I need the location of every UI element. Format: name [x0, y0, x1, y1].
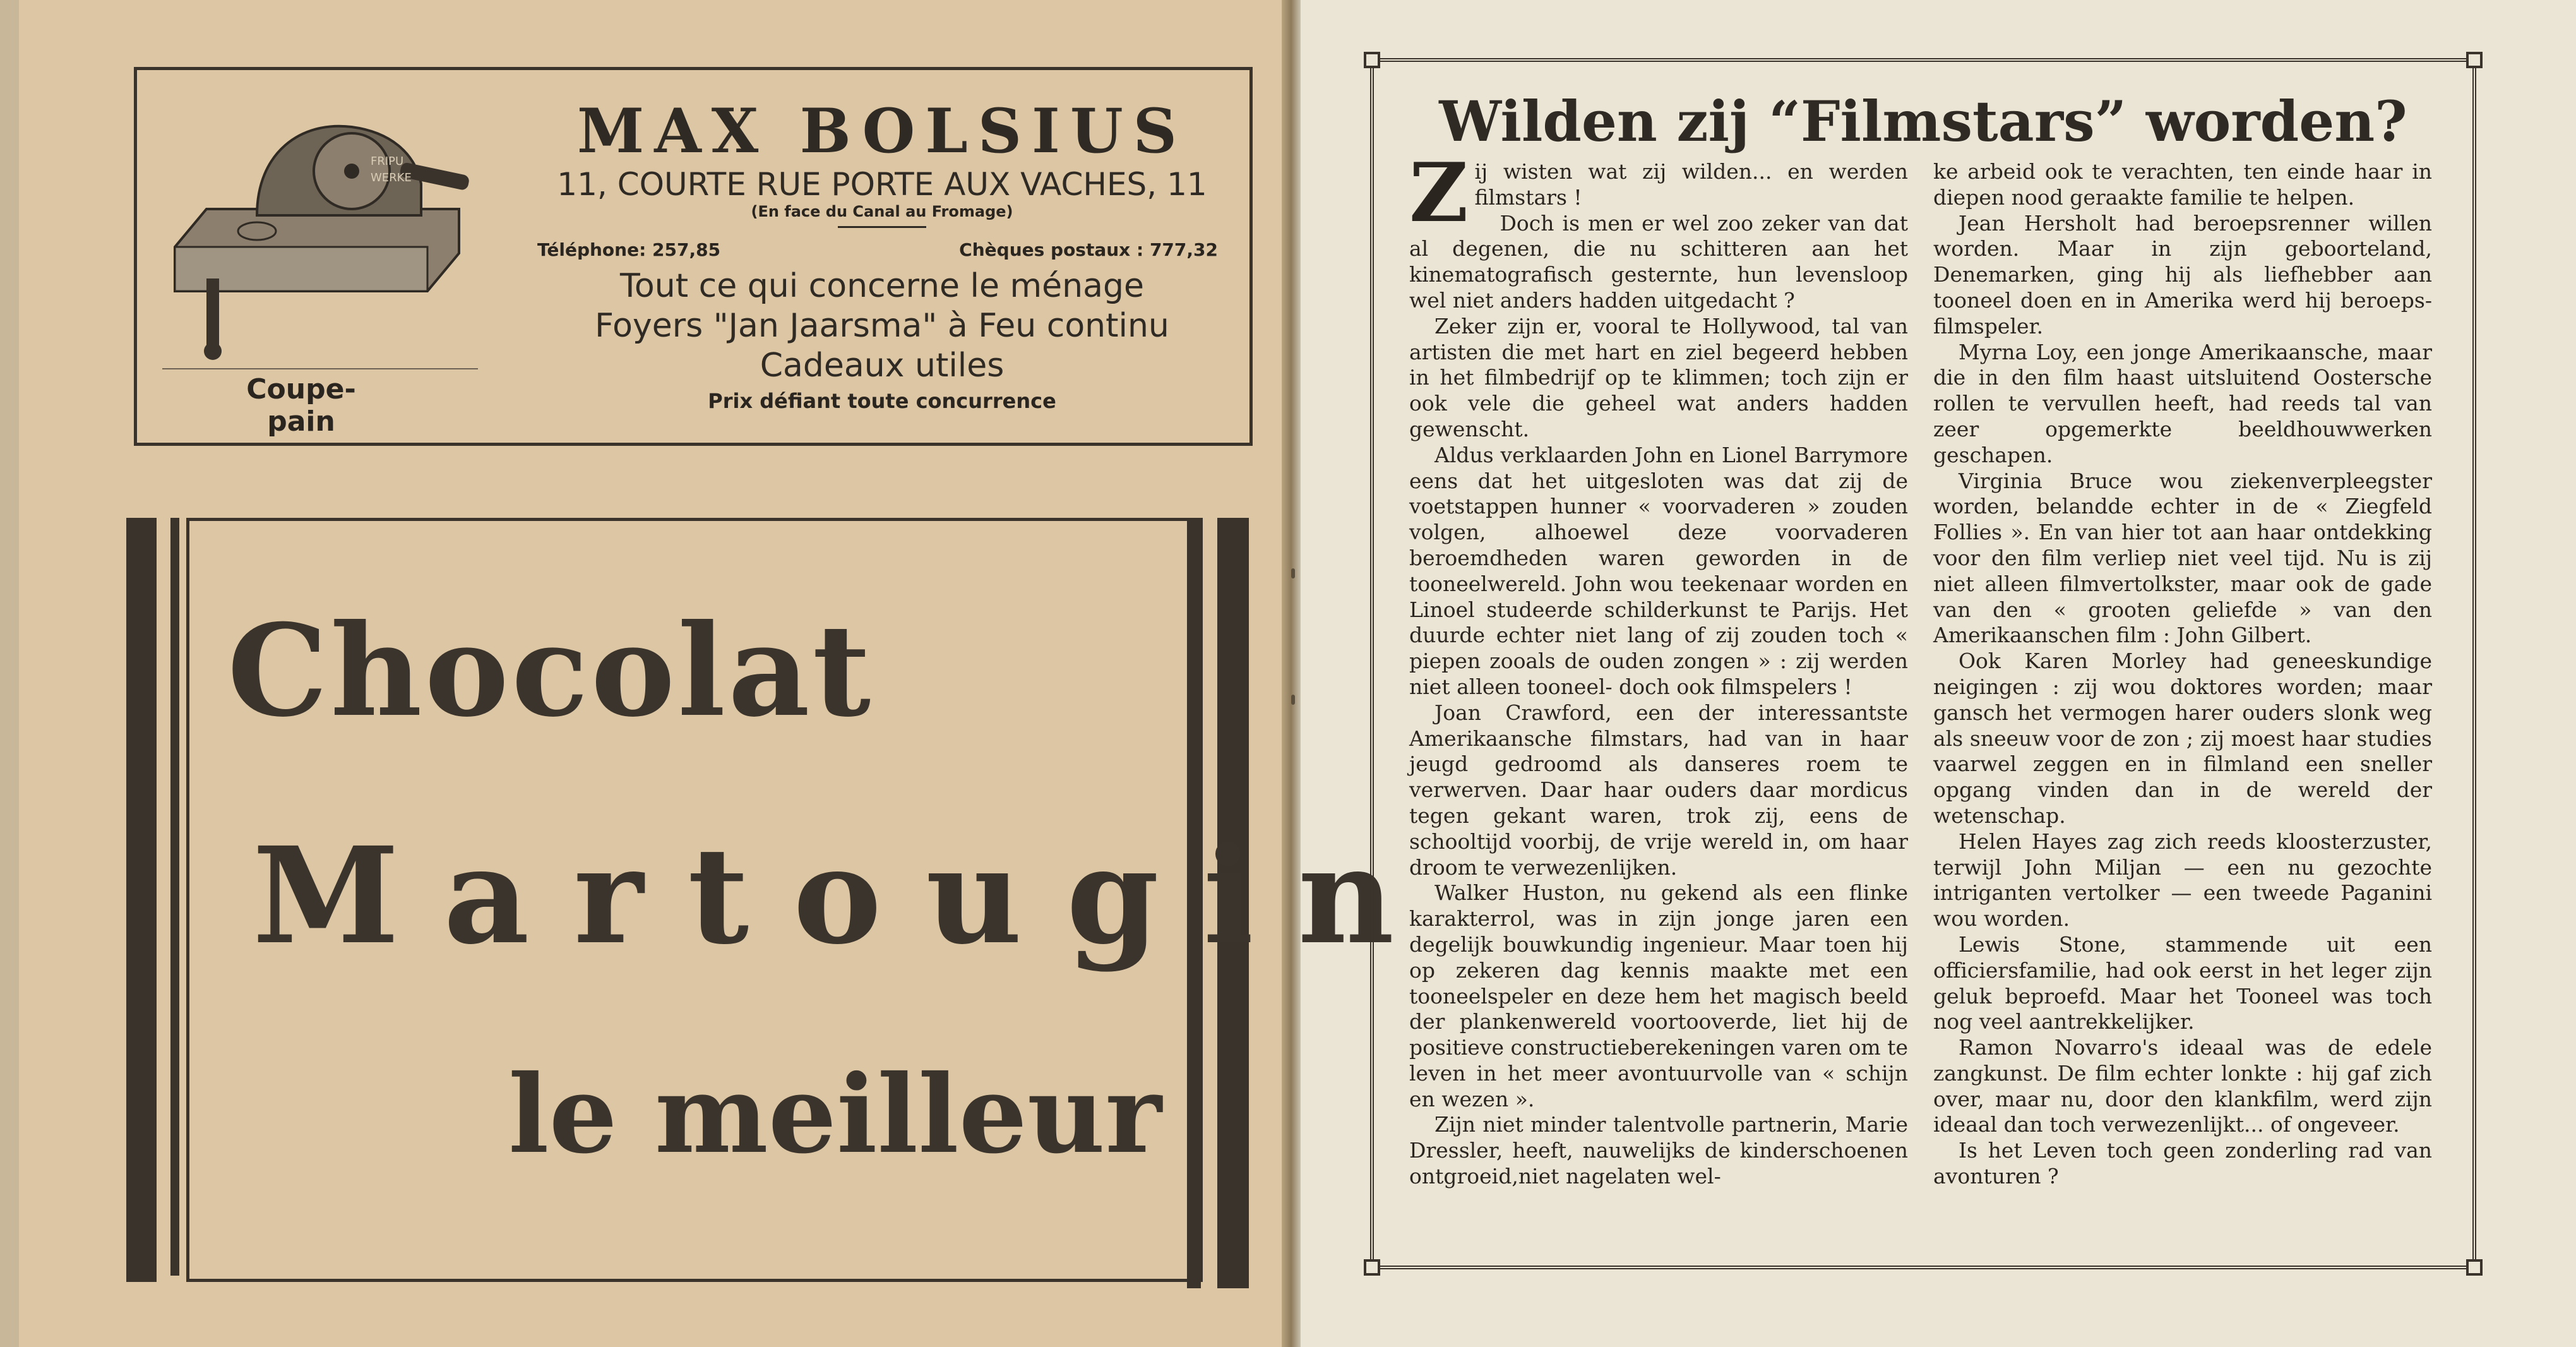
staple — [1291, 568, 1295, 578]
paragraph: Walker Huston, nu gekend als een flinke karakterrol, was in zijn jonge jaren een degelijk bouwkundig ingenieur. Maar toen hij op zekeren dag kennis maakte met een tooneelspeler en deze hem het magisch beeld der plankenwereld voortooverde, liet hij de positieve constructieberekeningen varen om te leven in het meer avontuurvolle van « schijn en wezen ». — [1409, 880, 1908, 1111]
paragraph: Myrna Loy, een jonge Amerikaansche, maar die in den film haast uitsluitend Oostersche rollen te vervullen heeft, had reeds tal van zeer opgemerkte beeldhouwwerken geschapen. — [1933, 339, 2432, 467]
postal-account: Chèques postaux : 777,32 — [959, 239, 1218, 260]
paragraph: Jean Hersholt had beroepsrenner willen worden. Maar in zijn geboorteland, Denemarken, ging hij als liefhebber aan tooneel doen en in Amerika werd hij beroeps-filmspeler. — [1933, 210, 2432, 338]
bolsius-advertisement — [134, 67, 1253, 446]
brand-name: MAX BOLSIUS — [577, 95, 1187, 167]
divider — [838, 226, 926, 228]
paragraph: Joan Crawford, een der interessantste Amerikaansche filmstars, had van in haar jeugd gedroomd als danseres roem te verwerven. Daar haar ouders daar mordicus tegen gekant waren, trok zij, eens de schooltijd voorbij, de vrije wereld in, om haar droom te verwezenlijken. — [1409, 700, 1908, 880]
chocolat-advertisement — [186, 518, 1439, 1282]
image-caption: Coupe-pain — [246, 373, 356, 438]
paragraph: Aldus verklaarden John en Lionel Barrymore eens dat het uitgesloten was dat zij de voetstappen hunner « voorvaderen » zouden volgen, alhoewel deze voorvaderen beroemdheden waren geworden in de tooneelwereld. John wou teekenaar worden en Linoel studeerde schilderkunst te Parijs. Het duurde echter niet lang of zij zouden toch « piepen zooals de ouden zongen » : zij werden niet alleen tooneel- doch ook filmspelers ! — [1409, 442, 1908, 699]
article-title: Wilden zij “Filmstars” worden? — [1439, 88, 2407, 154]
drop-cap: Z — [1409, 146, 1469, 241]
article-column-1 — [1409, 146, 1908, 1190]
article-column-2 — [1933, 159, 2432, 1190]
frame-corner — [1364, 1259, 1380, 1276]
chocolat-line-3: le meilleur — [508, 1051, 1162, 1178]
frame-corner — [2466, 52, 2483, 68]
paragraph: Doch is men er wel zoo zeker van dat al degenen, die nu schitteren aan het kinematografisch gesternte, hun levensloop wel niet anders hadden uitgedacht ? — [1409, 210, 1908, 313]
paragraph: Virginia Bruce wou ziekenverpleegster worden, belandde echter in de « Ziegfeld Follies ». En van hier tot aan haar ontdekking voor den film verliep niet veel tijd. Nu is zij niet alleen filmvertolkster, maar ook de gade van den « grooten geliefde » van den Amerikaanschen film : John Gilbert. — [1933, 468, 2432, 648]
paragraph: Zijn niet minder talentvolle partnerin, Marie Dressler, heeft, nauwelijks de kinderschoenen ontgroeid,niet nagelaten wel- — [1409, 1112, 1908, 1189]
book-gutter — [1282, 0, 1301, 1347]
ad-line-3: Cadeaux utiles — [760, 347, 1005, 385]
slicer-label-2: WERKE — [371, 171, 412, 184]
ad-line-2: Foyers "Jan Jaarsma" à Feu continu — [595, 307, 1169, 345]
tagline: Prix défiant toute concurrence — [708, 389, 1056, 413]
paragraph: Zeker zijn er, vooral te Hollywood, tal van artisten die met hart en ziel begeerd hebben in het filmbedrijf op te klimmen; toch zijn er ook vele die geheel wat anders hadden gewenscht. — [1409, 313, 1908, 441]
paragraph: Ramon Novarro's ideaal was de edele zangkunst. De film echter lonkte : hij gaf zich over, maar nu, door den klankfilm, werd zijn ideaal dan toch verwezenlijkt... of ongeveer. — [1933, 1035, 2432, 1137]
paragraph: Ook Karen Morley had geneeskundige neigingen : zij wou doktores worden; maar gansch het vermogen harer ouders slonk weg als sneeuw voor de zon ; zij moest haar studies vaarwel zeggen en in filmland een sneller opgang vinden dan in de wereld der wetenschap. — [1933, 649, 2432, 828]
caption-rule — [162, 368, 478, 369]
frame-corner — [2466, 1259, 2483, 1276]
decorative-bar — [170, 518, 179, 1276]
slicer-label-1: FRIPU — [371, 155, 404, 168]
bread-slicer-illustration — [162, 102, 503, 367]
address: 11, COURTE RUE PORTE AUX VACHES, 11 — [557, 166, 1207, 203]
paragraph: Lewis Stone, stammende uit een officiersfamilie, had ook eerst in het leger zijn geluk beproefd. Maar het Tooneel was toch nog veel aantrekkelijker. — [1933, 931, 2432, 1034]
phone-number: Téléphone: 257,85 — [537, 239, 721, 260]
paragraph: Is het Leven toch geen zonderling rad van avonturen ? — [1933, 1138, 2432, 1189]
frame-corner — [1364, 52, 1380, 68]
address-note: (En face du Canal au Fromage) — [751, 203, 1013, 220]
paragraph: ke arbeid ook te verachten, ten einde haar in diepen nood geraakte familie te helpen. — [1933, 159, 2432, 210]
decorative-bar — [126, 518, 157, 1282]
paragraph: Helen Hayes zag zich reeds kloosterzuster, terwijl John Miljan — een nu gezochte intriganten vertolker — een tweede Paganini wou worden. — [1933, 829, 2432, 931]
chocolat-brand: Martougin — [253, 818, 1439, 974]
paragraph: ij wisten wat zij wilden... en werden filmstars ! — [1474, 159, 1908, 210]
chocolat-line-1: Chocolat — [227, 597, 874, 745]
staple — [1291, 695, 1295, 705]
ad-line-1: Tout ce qui concerne le ménage — [620, 267, 1144, 305]
